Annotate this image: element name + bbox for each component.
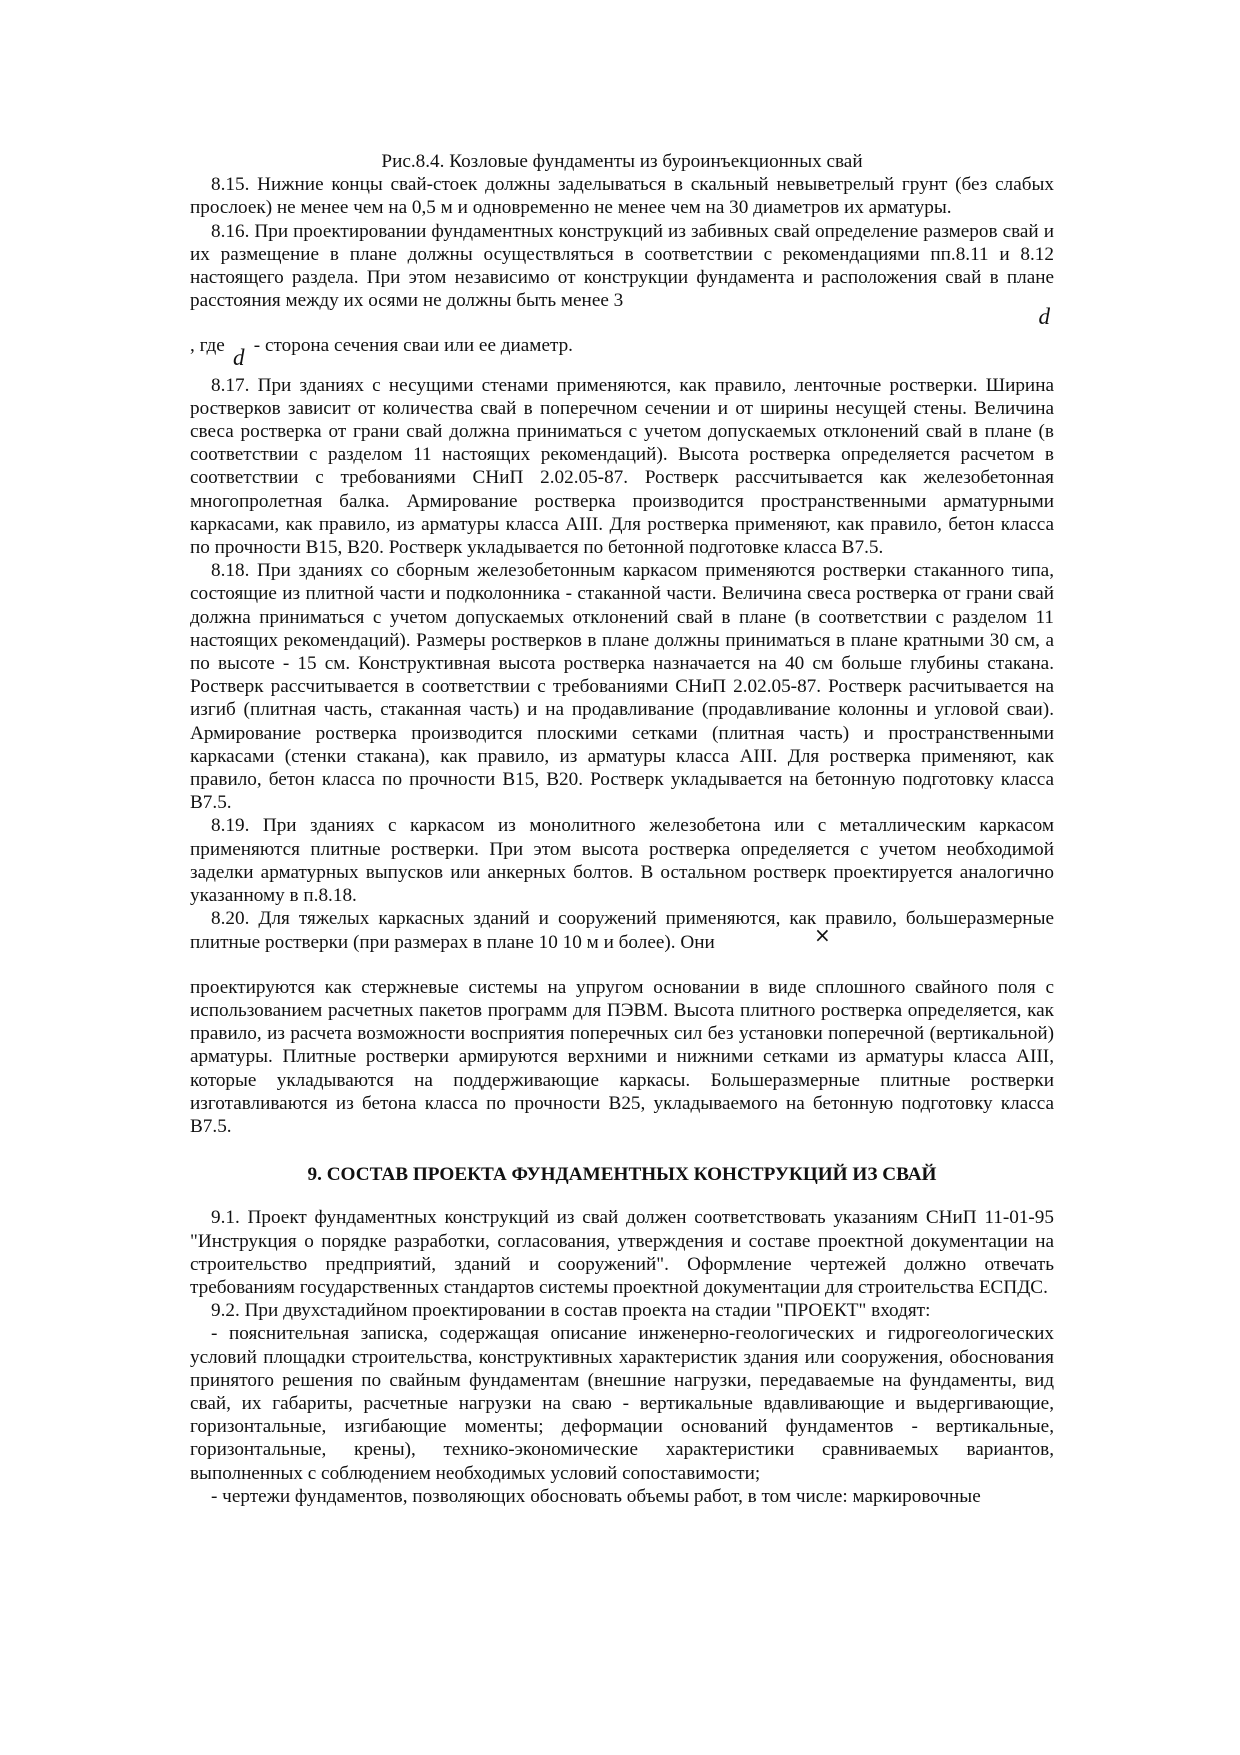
math-variable-d-inline: d: [233, 345, 245, 371]
multiplication-sign: ×: [814, 923, 831, 948]
section-heading-9: 9. СОСТАВ ПРОЕКТА ФУНДАМЕНТНЫХ КОНСТРУКЦИЙ ИЗ СВАЙ: [307, 1164, 937, 1186]
list-item-drawings: - чертежи фундаментов, позволяющих обосновать объемы работ, в том числе: маркировочные: [211, 1485, 981, 1507]
paragraph-8-18: 8.18. При зданиях со сборным железобетонным каркасом применяются ростверки стаканного типа, состоящие из плитной части и подколонника - стаканной части. Величина свеса ростверка от грани свай должна приниматься с учетом допускаемых отклонений свай в плане (в соответствии с разделом 11 настоящих рекомендаций). Размеры ростверков в плане должны приниматься в плане кратными 30 см, а по высоте - 15 см. Конструктивная высота ростверка назначается на 40 см больше глубины стакана. Ростверк рассчитывается в соответствии с требованиями СНиП 2.02.05-87. Ростверк расчитывается на изгиб (плитная часть, стаканная часть) и на продавливание (продавливание колонны и угловой сваи). Армирование ростверка производится плоскими сетками (плитная часть) и пространственными каркасами (стенки стакана), как правило, из арматуры класса АIII. Для ростверка применяют, как правило, бетон класса по прочности В15, В20. Ростверк укладывается на бетонную подготовку класса В7.5.: [190, 560, 1054, 814]
paragraph-8-16: 8.16. При проектировании фундаментных конструкций из забивных свай определение размеров свай и их размещение в плане должны осуществляться в соответствии с рекомендациями пп.8.11 и 8.12 настоящего раздела. При этом независимо от конструкции фундамента и расположения свай в плане расстояния между их осями не должны быть менее 3: [190, 220, 1054, 312]
definition-text: - сторона сечения сваи или ее диаметр.: [253, 335, 573, 357]
paragraph-8-15: 8.15. Нижние концы свай-стоек должны заделываться в скальный невыветрелый грунт (без слабых прослоек) не менее чем на 0,5 м и одновременно не менее чем на 30 диаметров их арматуры.: [190, 174, 1054, 219]
where-text: , где: [190, 335, 225, 357]
paragraph-8-17: 8.17. При зданиях с несущими стенами применяются, как правило, ленточные ростверки. Ширина ростверков зависит от количества свай в поперечном сечении и от ширины несущей стены. Величина свеса ростверка от грани свай должна приниматься с учетом допускаемых отклонений свай в плане (в соответствии с разделом 11 настоящих рекомендаций). Высота ростверка определяется расчетом в соответствии с требованиями СНиП 2.02.05-87. Ростверк рассчитывается как железобетонная многопролетная балка. Армирование ростверка производится пространственными арматурными каркасами, как правило, из арматуры класса АIII. Для ростверка применяют, как правило, бетон класса по прочности В15, В20. Ростверк укладывается по бетонной подготовке класса В7.5.: [190, 374, 1054, 559]
formula-row: [190, 304, 1054, 334]
paragraph-8-16-continuation: [190, 334, 1054, 371]
figure-caption: Рис.8.4. Козловые фундаменты из буроинъекционных свай: [381, 151, 863, 172]
paragraph-8-20: 8.20. Для тяжелых каркасных зданий и сооружений применяются, как правило, большеразмерные плитные ростверки (при размерах в плане 10 10 м и более). Они: [190, 908, 1054, 953]
paragraph-8-20-block: [190, 907, 1054, 953]
paragraph-8-19: 8.19. При зданиях с каркасом из монолитного железобетона или с металлическим каркасом применяются плитные ростверки. При этом высота ростверка определяется с учетом необходимой заделки арматурных выпусков или анкерных болтов. В остальном ростверк проектируется аналогично указанному в п.8.18.: [190, 815, 1054, 907]
paragraph-9-2: 9.2. При двухстадийном проектировании в состав проекта на стадии "ПРОЕКТ" входят:: [211, 1300, 931, 1322]
list-item-explanatory-note: - пояснительная записка, содержащая описание инженерно-геологических и гидрогеологических условий площадки строительства, конструктивных характеристик здания или сооружения, обоснования принятого решения по свайным фундаментам (внешние нагрузки, передаваемые на фундаменты, вид свай, их габариты, расчетные нагрузки на сваю - вертикальные вдавливающие и выдергивающие, горизонтальные, изгибающие моменты; деформации оснований фундаментов - вертикальные, горизонтальные, крены), технико-экономические характеристики сравниваемых вариантов, выполненных с соблюдением необходимых условий сопоставимости;: [190, 1323, 1054, 1484]
document-body: [190, 150, 1054, 1508]
math-variable-d: d: [1038, 304, 1050, 330]
paragraph-9-1: 9.1. Проект фундаментных конструкций из свай должен соответствовать указаниям СНиП 11-01-95 "Инструкция о порядке разработки, согласования, утверждения и составе проектной документации на строительство предприятий, зданий и сооружений". Оформление чертежей должно отвечать требованиям государственных стандартов системы проектной документации для строительства ЕСПДС.: [190, 1207, 1054, 1298]
paragraph-8-20-continuation: проектируются как стержневые системы на упругом основании в виде сплошного свайного поля с использованием расчетных пакетов программ для ПЭВМ. Высота плитного ростверка определяется, как правило, из расчета возможности восприятия поперечных сил без установки поперечной (вертикальной) арматуры. Плитные ростверки армируются верхними и нижними сетками из арматуры класса АIII, которые укладываются на поддерживающие каркасы. Большеразмерные плитные ростверки изготавливаются из бетона класса по прочности В25, укладываемого на бетонную подготовку класса В7.5.: [190, 976, 1054, 1137]
